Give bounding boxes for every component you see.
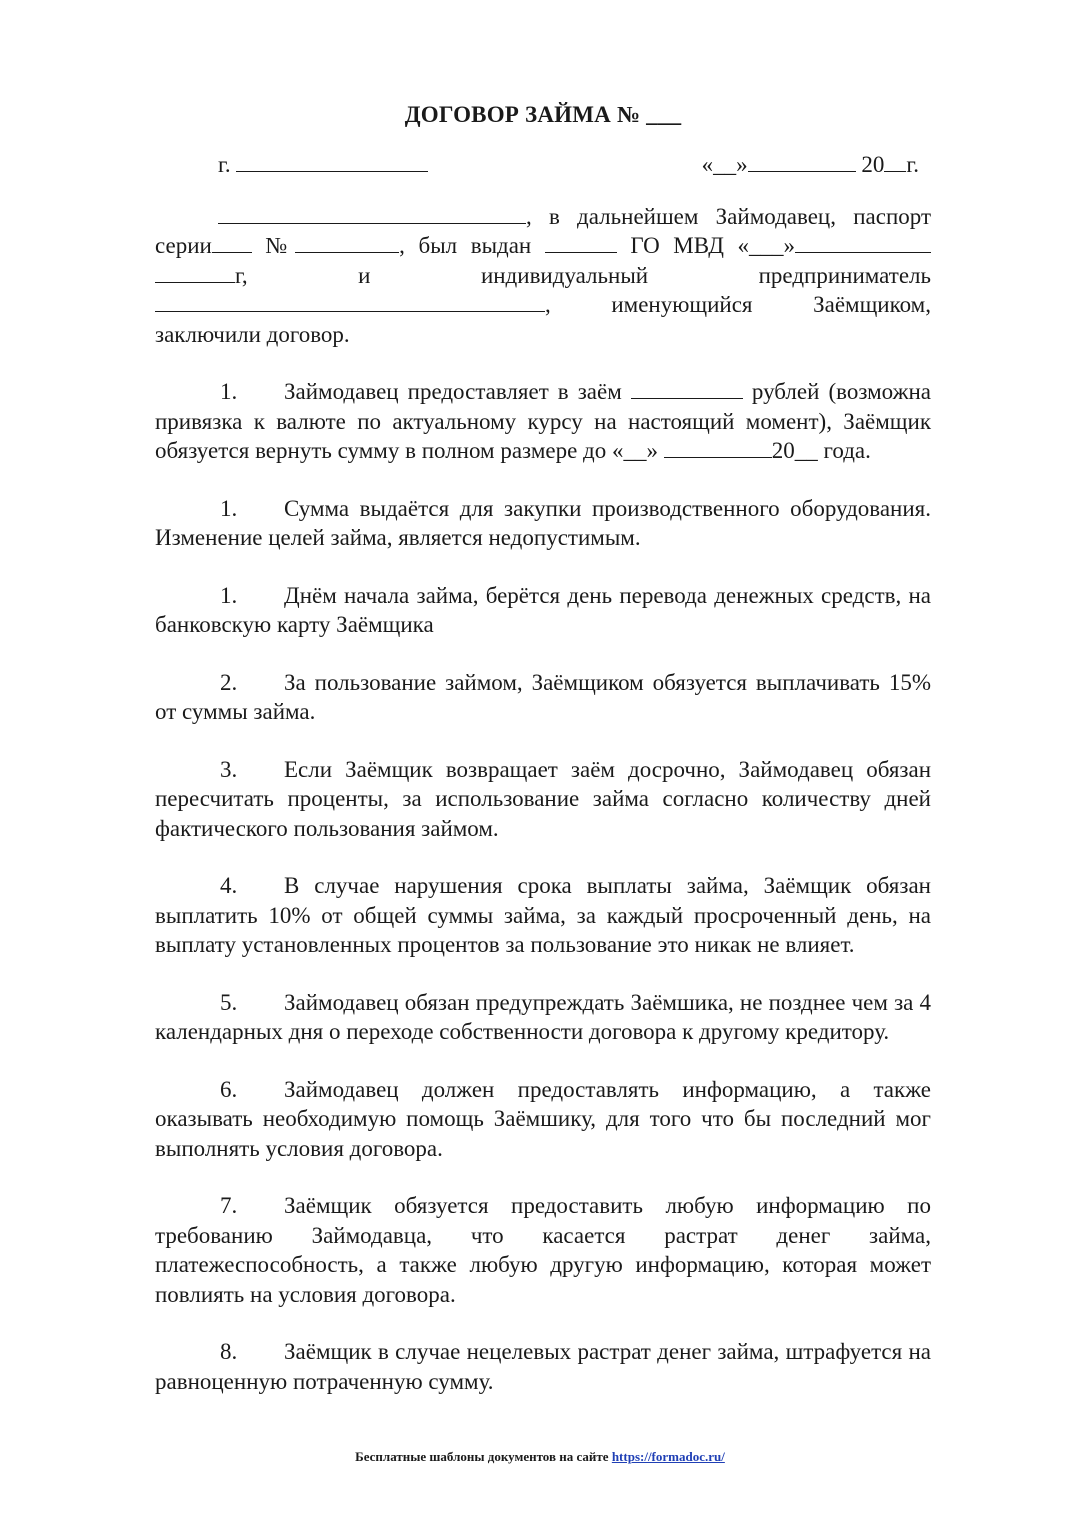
footer-text: Бесплатные шаблоны документов на сайте (355, 1449, 612, 1464)
issue-date-blank (795, 231, 931, 253)
page-footer (0, 1449, 1080, 1465)
city-field (218, 150, 428, 180)
clause-number: 2. (220, 669, 238, 695)
clause-text: Займодавец должен предоставлять информацию, а также оказывать необходимую помощь Заёмшику, для того что бы последний мог выполнять условия договора. (155, 1076, 931, 1161)
clause-number: 1. (220, 379, 238, 404)
date-month-blank (748, 150, 856, 172)
clause-10 (155, 1337, 931, 1396)
clause-text: Займодавец обязан предупреждать Заёмшика, не позднее чем за 4 календарных дня о переходе собственности договора к другому кредитору. (155, 989, 931, 1044)
loan-amount-blank (631, 377, 743, 399)
borrower-name-blank (155, 290, 545, 312)
clause-number: 5. (220, 989, 238, 1015)
clause-text: В случае нарушения срока выплаты займа, Заёмщик обязан выплатить 10% от общей суммы займа, за каждый просроченный день, на выплату установленных процентов за пользование это никак не влияет. (155, 873, 931, 957)
clause-text: Если Заёмщик возвращает заём досрочно, Займодавец обязан пересчитать проценты, за использование займа согласно количеству дней фактического пользования займом. (155, 756, 931, 841)
place-date-row (155, 150, 931, 180)
clause-text: 20__ года. (771, 438, 871, 463)
passport-series-blank (212, 231, 252, 253)
clause-number: 1. (220, 495, 238, 521)
clause-5 (155, 755, 931, 844)
intro-text-3: , был выдан (399, 233, 545, 258)
intro-text-5: г, и индивидуальный предприниматель (235, 262, 931, 288)
date-year-prefix: 20 (861, 151, 885, 177)
clause-text: Заёмщик в случае нецелевых растрат денег займа, штрафуется на равноценную потраченную сумму. (155, 1339, 931, 1394)
clause-number: 8. (220, 1339, 238, 1364)
clause-2 (155, 494, 931, 553)
date-year-suffix: г. (906, 151, 919, 177)
clause-number: 4. (220, 873, 238, 898)
clause-text: За пользование займом, Заёмщиком обязуется выплачивать 15% от суммы займа. (155, 669, 931, 724)
intro-text-4: ГО МВД «___» (616, 233, 795, 258)
clause-text: Займодавец предоставляет в заём (284, 379, 631, 404)
clause-4 (155, 668, 931, 727)
clause-7 (155, 988, 931, 1047)
clause-text: Сумма выдаётся для закупки производственного оборудования. Изменение целей займа, является недопустимым. (155, 495, 931, 550)
clause-text: Заёмщик обязуется предоставить любую информацию по требованию Займодавца, что касается растрат денег займа, платежеспособность, а также любую другую информацию, которая может повлиять на условия договора. (155, 1193, 931, 1307)
document-page (155, 100, 931, 1424)
issuer-blank (545, 231, 617, 253)
date-year-blank (884, 150, 906, 172)
clause-number: 7. (220, 1193, 238, 1218)
city-blank (236, 150, 428, 172)
date-day: «__» (701, 151, 748, 177)
clause-9 (155, 1191, 931, 1309)
intro-text-6: , именующийся Заёмщиком, заключили договор. (155, 292, 931, 347)
intro-text-1: , в дальнейшем Займодавец, паспорт серии (155, 203, 931, 258)
clause-number: 6. (220, 1076, 238, 1102)
due-date-blank (664, 436, 772, 458)
footer-link[interactable]: https://formadoc.ru/ (611, 1449, 725, 1464)
clause-text: рублей (возможна привязка к валюте по актуальному курсу на настоящий момент), Заёмщик обязуется вернуть сумму в полном размере до «__» (155, 379, 931, 463)
intro-paragraph (155, 202, 931, 350)
clause-1 (155, 377, 931, 466)
clause-number: 1. (220, 582, 238, 608)
clause-6 (155, 871, 931, 960)
issue-date-year-blank (155, 261, 235, 283)
clause-text: Днём начала займа, берётся день перевода денежных средств, на банковскую карту Заёмщика (155, 582, 931, 637)
passport-number-blank (295, 231, 399, 253)
clause-8 (155, 1075, 931, 1164)
intro-text-2: № (251, 233, 296, 258)
lender-name-blank (218, 202, 526, 224)
city-prefix: г. (218, 151, 231, 177)
clause-number: 3. (220, 756, 238, 782)
document-title: ДОГОВОР ЗАЙМА № ___ (404, 102, 682, 127)
date-field (702, 150, 919, 180)
clause-3 (155, 581, 931, 640)
